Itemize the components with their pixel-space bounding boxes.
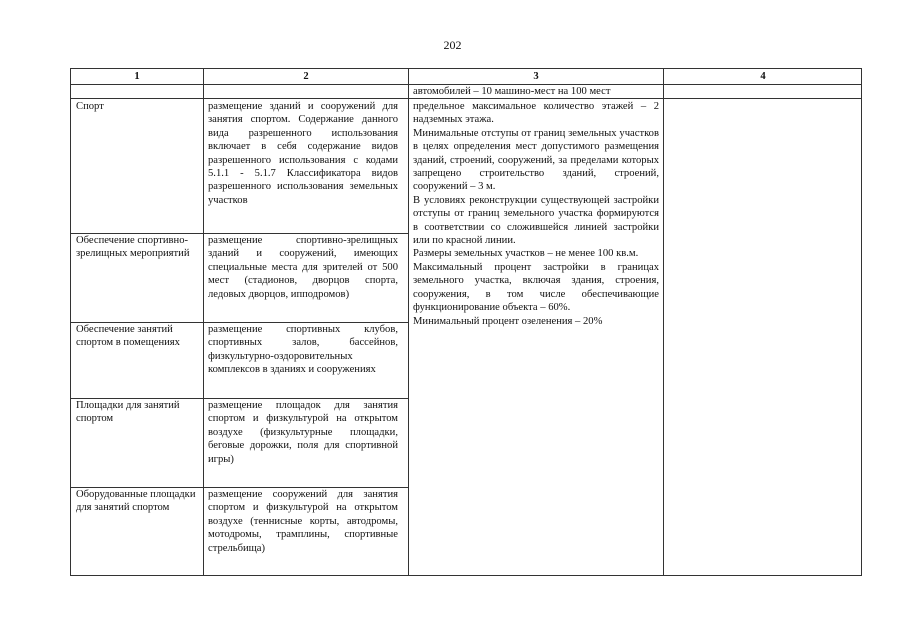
page-number: 202 <box>443 38 462 52</box>
header-col-1: 1 <box>134 71 140 82</box>
parameters-cell <box>409 100 663 328</box>
param-reconstruction-setbacks: В условиях реконструкции существующей застройки отступы от границ земельного участка формируются в соответствии со сложившейся линией застройки или по красной линии. <box>413 194 659 247</box>
row-1-name: Спорт <box>76 101 104 112</box>
regulations-table <box>70 68 862 576</box>
param-max-coverage: Максимальный процент застройки в границах земельного участка, включая здания, строения, сооружения, в том числе обеспечивающие функционирование объекта – 60%. <box>413 261 659 314</box>
param-min-greenery: Минимальный процент озеленения – 20% <box>413 315 603 327</box>
row-4-name: Площадки для занятий спортом <box>76 400 180 425</box>
row-3-description: размещение спортивных клубов, спортивных залов, бассейнов, физкультурно-оздоровительных комплексов в зданиях и сооружениях <box>208 324 398 376</box>
param-min-setbacks: Минимальные отступы от границ земельных участков в целях определения мест допустимого размещения зданий, строений, сооружений, за пределами которых запрещено строительство зданий, строений, сооружений – 3 м. <box>413 127 659 193</box>
param-max-floors: предельное максимальное количество этажей – 2 надземных этажа. <box>413 101 659 126</box>
row-3-name: Обеспечение занятий спортом в помещениях <box>76 324 180 349</box>
header-col-2: 2 <box>303 71 309 82</box>
param-plot-size: Размеры земельных участков – не менее 100 кв.м. <box>413 248 639 260</box>
row-5-description: размещение сооружений для занятия спортом и физкультурой на открытом воздухе (теннисные корты, автодромы, мотодромы, трамплины, спортивные стрельбища) <box>208 489 398 554</box>
row-4-description: размещение площадок для занятия спортом и физкультурой на открытом воздухе (физкультурные площадки, беговые дорожки, поля для спортивной игры) <box>208 400 398 465</box>
continuation-text: автомобилей – 10 машино-мест на 100 мест <box>413 86 611 97</box>
row-1-description: размещение зданий и сооружений для занятия спортом. Содержание данного вида разрешенного использования включает в себя содержание видов разрешенного использования с кодами 5.1.1 - 5.1.7 Классификатора видов разрешенного использования земельных участков <box>208 101 398 206</box>
column-divider <box>663 69 664 575</box>
row-divider <box>71 98 861 99</box>
header-col-4: 4 <box>760 71 766 82</box>
row-5-name: Оборудованные площадки для занятий спортом <box>76 489 196 514</box>
row-2-description: размещение спортивно-зрелищных зданий и сооружений, имеющих специальные места для зрителей от 500 мест (стадионов, дворцов спорта, ледовых дворцов, ипподромов) <box>208 235 398 300</box>
row-2-name: Обеспечение спортивно-зрелищных мероприятий <box>76 235 190 260</box>
header-col-3: 3 <box>533 71 539 82</box>
